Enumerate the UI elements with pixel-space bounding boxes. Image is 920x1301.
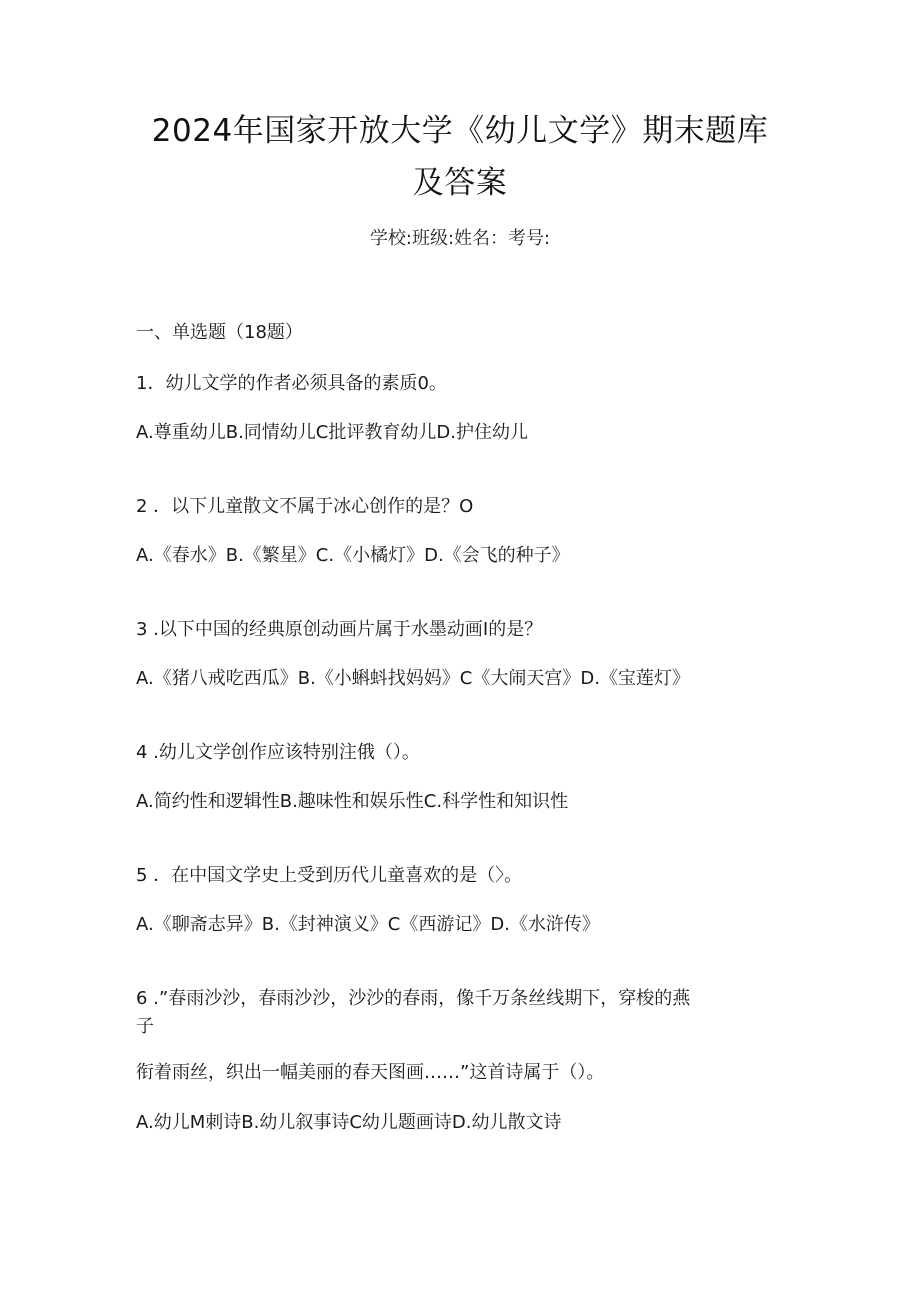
question-5-stem: 5 ．在中国文学史上受到历代儿童喜欢的是（〉。	[136, 865, 523, 886]
question-6-stem-line2: 子	[136, 1016, 154, 1037]
question-2-stem: 2 ．以下儿童散文不属于冰心创作的是？O	[136, 496, 474, 517]
question-3-stem: 3 .以下中国的经典原创动画片属于水墨动画I的是？	[136, 619, 543, 640]
question-1-stem: 1．幼儿文学的作者必须具备的素质0。	[136, 373, 447, 394]
question-1-options: A.尊重幼儿B.同情幼儿C批评教育幼儿D.护住幼儿	[136, 422, 528, 443]
question-4-stem: 4 .幼儿文学创作应该特别注俄（）。	[136, 742, 420, 763]
document-title-line2: 及答案	[412, 165, 508, 201]
question-6-options: A.幼儿M刺诗B.幼儿叙事诗C幼儿题画诗D.幼儿散文诗	[136, 1112, 562, 1133]
student-info-line: 学校:班级:姓名：考号:	[369, 228, 551, 249]
question-2-options: A.《春水》B.《繁星》C.《小橘灯》D.《会飞的种子》	[136, 545, 570, 566]
question-6-stem-line1: 6 .”春雨沙沙，春雨沙沙，沙沙的春雨，像千万条丝线期下，穿梭的燕	[136, 988, 691, 1009]
question-3-options: A.《猪八戒吃西瓜》B.《小蝌蚪找妈妈》C《大闹天宫》D.《宝莲灯》	[136, 668, 690, 689]
question-5-options: A.《聊斋志异》B.《封神演义》C《西游记》D.《水浒传》	[136, 914, 600, 935]
question-6-stem-line3: 衔着雨丝，织出一幅美丽的春天图画……”这首诗属于（）。	[136, 1062, 605, 1083]
question-4-options: A.简约性和逻辑性B.趣味性和娱乐性C.科学性和知识性	[136, 791, 569, 812]
section-heading: 一、单选题（18题）	[136, 322, 303, 343]
document-title-line1: 2024年国家开放大学《幼儿文学》期末题库	[151, 113, 769, 149]
